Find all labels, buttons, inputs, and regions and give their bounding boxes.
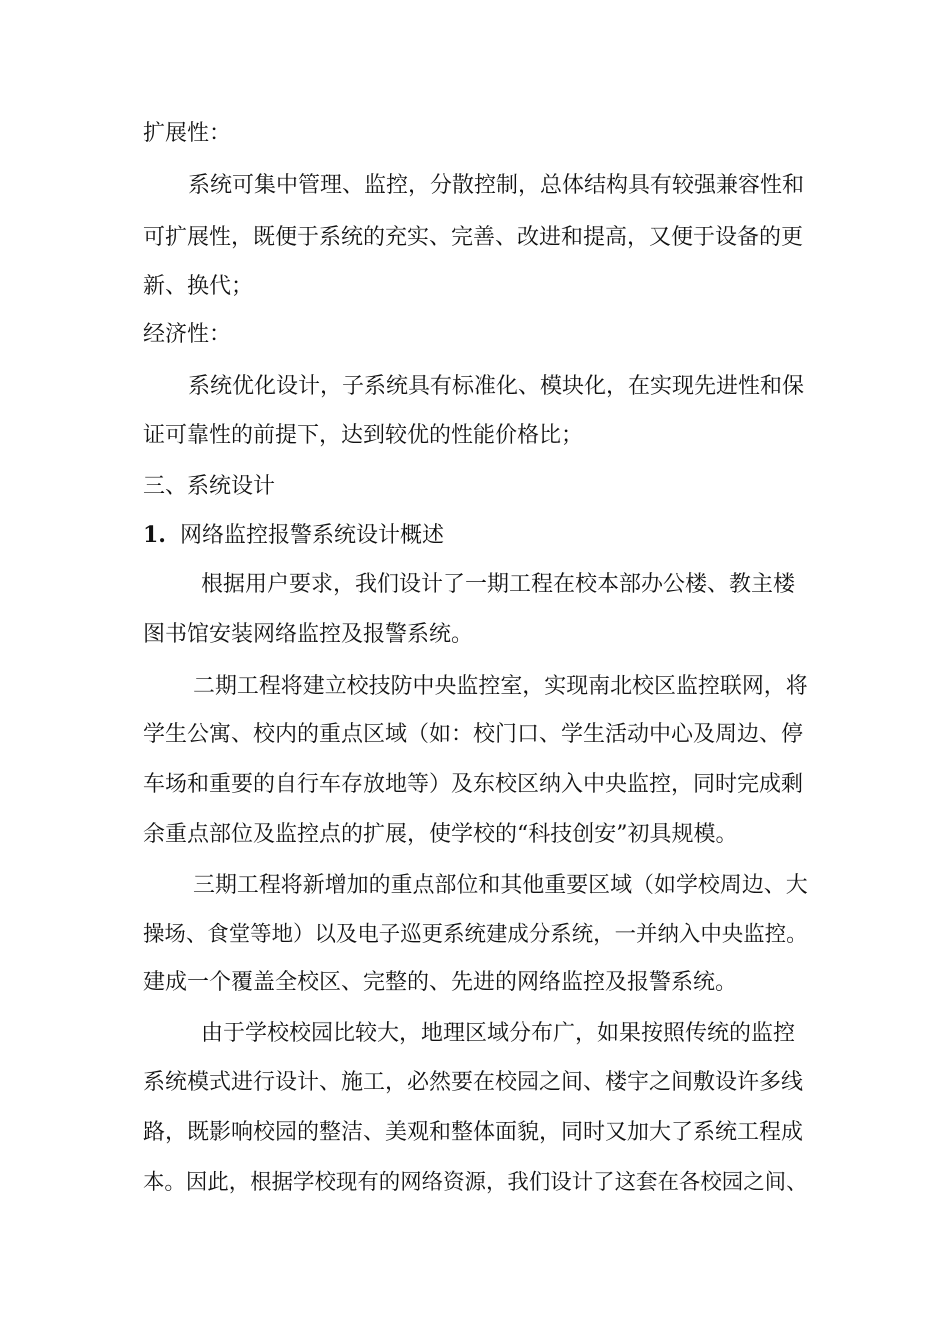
- paragraph-line: 系统模式进行设计、施工，必然要在校园之间、楼宇之间敷设许多线: [143, 1070, 804, 1095]
- paragraph-line: 证可靠性的前提下，达到较优的性能价格比；: [143, 423, 584, 448]
- paragraph-line: 三期工程将新增加的重点部位和其他重要区域（如学校周边、大: [193, 873, 808, 898]
- paragraph-line: 新、换代；: [143, 274, 254, 299]
- paragraph-line: 系统优化设计，子系统具有标准化、模块化，在实现先进性和保: [188, 374, 805, 399]
- paragraph-line: 路，既影响校园的整洁、美观和整体面貌，同时又加大了系统工程成: [143, 1120, 804, 1145]
- heading-economy: 经济性：: [143, 322, 232, 347]
- paragraph-line: 根据用户要求，我们设计了一期工程在校本部办公楼、教主楼: [201, 572, 796, 597]
- paragraph-line: 图书馆安装网络监控及报警系统。: [143, 622, 474, 647]
- paragraph-line: 本。因此，根据学校现有的网络资源，我们设计了这套在各校园之间、: [143, 1170, 808, 1195]
- section-heading: 三、系统设计: [143, 474, 276, 499]
- paragraph-line: 建成一个覆盖全校区、完整的、先进的网络监控及报警系统。: [143, 970, 738, 995]
- paragraph-line: 由于学校校园比较大，地理区域分布广，如果按照传统的监控: [201, 1021, 796, 1046]
- paragraph-line: 二期工程将建立校技防中央监控室，实现南北校区监控联网，将: [193, 674, 808, 699]
- subsection-title: 网络监控报警系统设计概述: [179, 523, 444, 548]
- subsection-number: 1.: [143, 522, 166, 548]
- paragraph-line: 系统可集中管理、监控，分散控制，总体结构具有较强兼容性和: [188, 173, 805, 198]
- paragraph-line: 学生公寓、校内的重点区域（如：校门口、学生活动中心及周边、停: [143, 722, 804, 747]
- subsection-heading: [143, 520, 444, 551]
- paragraph-line: 余重点部位及监控点的扩展，使学校的“科技创安”初具规模。: [143, 822, 738, 847]
- paragraph-line: 可扩展性，既便于系统的充实、完善、改进和提高，又便于设备的更: [143, 225, 804, 250]
- heading-scalability: 扩展性：: [143, 121, 232, 146]
- paragraph-line: 车场和重要的自行车存放地等）及东校区纳入中央监控，同时完成剩: [143, 772, 804, 797]
- paragraph-line: 操场、食堂等地）以及电子巡更系统建成分系统，一并纳入中央监控。: [143, 922, 808, 947]
